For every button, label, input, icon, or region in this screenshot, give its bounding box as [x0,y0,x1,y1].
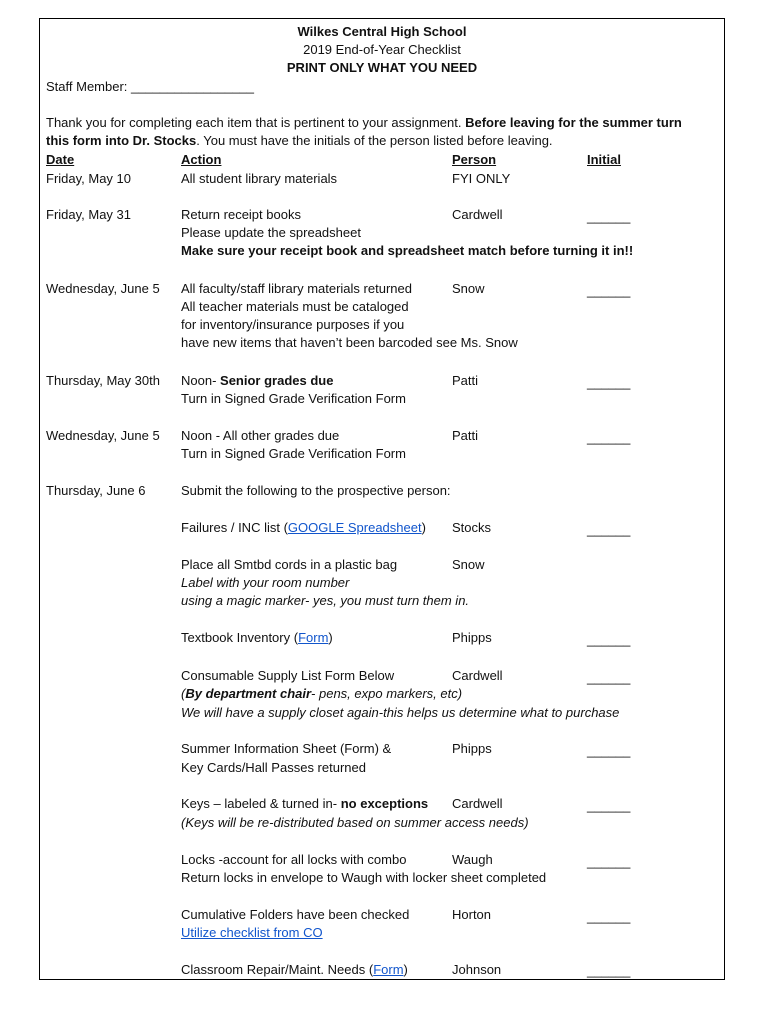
row14-initial-blank[interactable]: ______ [587,909,631,924]
row12-bold: no exceptions [340,796,429,811]
row3-action: All faculty/staff library materials returned [181,281,412,296]
row4-action-bold: Senior grades due [220,373,334,388]
row2-initial-blank[interactable]: ______ [587,209,631,224]
row5-initial-blank[interactable]: ______ [587,430,631,445]
checklist-co-link[interactable]: Utilize checklist from CO [181,925,323,940]
row4-initial-blank[interactable]: ______ [587,375,631,390]
row2-line2: Please update the spreadsheet [181,225,361,240]
row12-prefix: Keys – labeled & turned in- [181,796,341,811]
row12-action [181,795,428,813]
row3-line3: for inventory/insurance purposes if you [181,317,405,332]
intro-bold-1: Before leaving for the summer turn [465,115,682,130]
row9-suffix: ) [328,630,333,645]
intro-text: Thank you for completing each item that is pertinent to your assignment. [46,115,466,130]
row9-action [181,629,333,647]
row1-date: Friday, May 10 [46,171,132,186]
row12-initial-blank[interactable]: ______ [587,798,631,813]
row11-action: Summer Information Sheet (Form) & [181,741,392,756]
row7-person: Stocks [452,520,492,535]
row8-line3: using a magic marker- yes, you must turn them in. [181,593,470,608]
row11-person: Phipps [452,741,492,756]
row10-action: Consumable Supply List Form Below [181,668,395,683]
row3-line2: All teacher materials must be cataloged [181,299,409,314]
row13-action: Locks -account for all locks with combo [181,852,407,867]
row2-line3: Make sure your receipt book and spreadsheet match before turning it in!! [181,243,634,258]
row9-prefix: Textbook Inventory ( [181,630,299,645]
row8-action: Place all Smtbd cords in a plastic bag [181,557,398,572]
row4-line2: Turn in Signed Grade Verification Form [181,391,406,406]
row5-person: Patti [452,428,479,443]
row15-action [181,961,408,979]
row4-action-prefix: Noon- [181,373,221,388]
row15-prefix: Classroom Repair/Maint. Needs ( [181,962,374,977]
row14-action: Cumulative Folders have been checked [181,907,410,922]
print-instruction: PRINT ONLY WHAT YOU NEED [286,60,478,75]
row5-line2: Turn in Signed Grade Verification Form [181,446,406,461]
row10-line2-prefix: ( [181,686,186,701]
row11-line2: Key Cards/Hall Passes returned [181,760,366,775]
school-name: Wilkes Central High School [297,24,467,39]
row4-person: Patti [452,373,479,388]
intro-text-2: . You must have the initials of the person listed before leaving. [196,133,553,148]
row10-initial-blank[interactable]: ______ [587,670,631,685]
row8-person: Snow [452,557,485,572]
row3-person: Snow [452,281,485,296]
col-header-date: Date [46,152,75,167]
row13-initial-blank[interactable]: ______ [587,854,631,869]
col-header-initial: Initial [587,152,621,167]
row8-line2: Label with your room number [181,575,350,590]
row11-initial-blank[interactable]: ______ [587,743,631,758]
row10-person: Cardwell [452,668,503,683]
row5-action: Noon - All other grades due [181,428,340,443]
row6-action: Submit the following to the prospective person: [181,483,451,498]
checklist-page [39,18,725,980]
row4-action [181,372,333,390]
col-header-action: Action [181,152,222,167]
row7-action [181,519,426,537]
row7-suffix: ) [421,520,426,535]
row15-person: Johnson [452,962,502,977]
row13-line2: Return locks in envelope to Waugh with locker sheet completed [181,870,547,885]
row13-person: Waugh [452,852,493,867]
row15-initial-blank[interactable]: ______ [587,963,631,978]
row3-line4: have new items that haven’t been barcoded see Ms. Snow [181,335,518,350]
row2-person: Cardwell [452,207,503,222]
row1-action: All student library materials [181,171,338,186]
row5-date: Wednesday, June 5 [46,428,160,443]
row9-initial-blank[interactable]: ______ [587,632,631,647]
row12-person: Cardwell [452,796,503,811]
row10-line2-bold: By department chair [185,686,312,701]
row14-person: Horton [452,907,492,922]
intro-bold-2: this form into Dr. Stocks [46,133,197,148]
row10-line2-suffix: - pens, expo markers, etc) [311,686,463,701]
row10-line2 [181,685,462,703]
row3-date: Wednesday, June 5 [46,281,160,296]
row2-date: Friday, May 31 [46,207,132,222]
row10-line3: We will have a supply closet again-this helps us determine what to purchase [181,705,620,720]
intro-line-2 [46,132,553,150]
staff-member-field[interactable]: Staff Member: _________________ [46,79,254,94]
row1-person: FYI ONLY [452,171,511,186]
row6-date: Thursday, June 6 [46,483,146,498]
row4-date: Thursday, May 30th [46,373,160,388]
col-header-person: Person [452,152,497,167]
row15-suffix: ) [403,962,408,977]
google-spreadsheet-link[interactable]: GOOGLE Spreadsheet [287,520,422,535]
row7-prefix: Failures / INC list ( [181,520,288,535]
textbook-form-link[interactable]: Form [298,630,329,645]
row2-action: Return receipt books [181,207,301,222]
row3-initial-blank[interactable]: ______ [587,283,631,298]
row9-person: Phipps [452,630,492,645]
repair-form-link[interactable]: Form [373,962,404,977]
intro-line-1 [46,114,682,132]
row7-initial-blank[interactable]: ______ [587,522,631,537]
checklist-subtitle: 2019 End-of-Year Checklist [303,42,461,57]
row12-line2: (Keys will be re-distributed based on summer access needs) [181,815,529,830]
